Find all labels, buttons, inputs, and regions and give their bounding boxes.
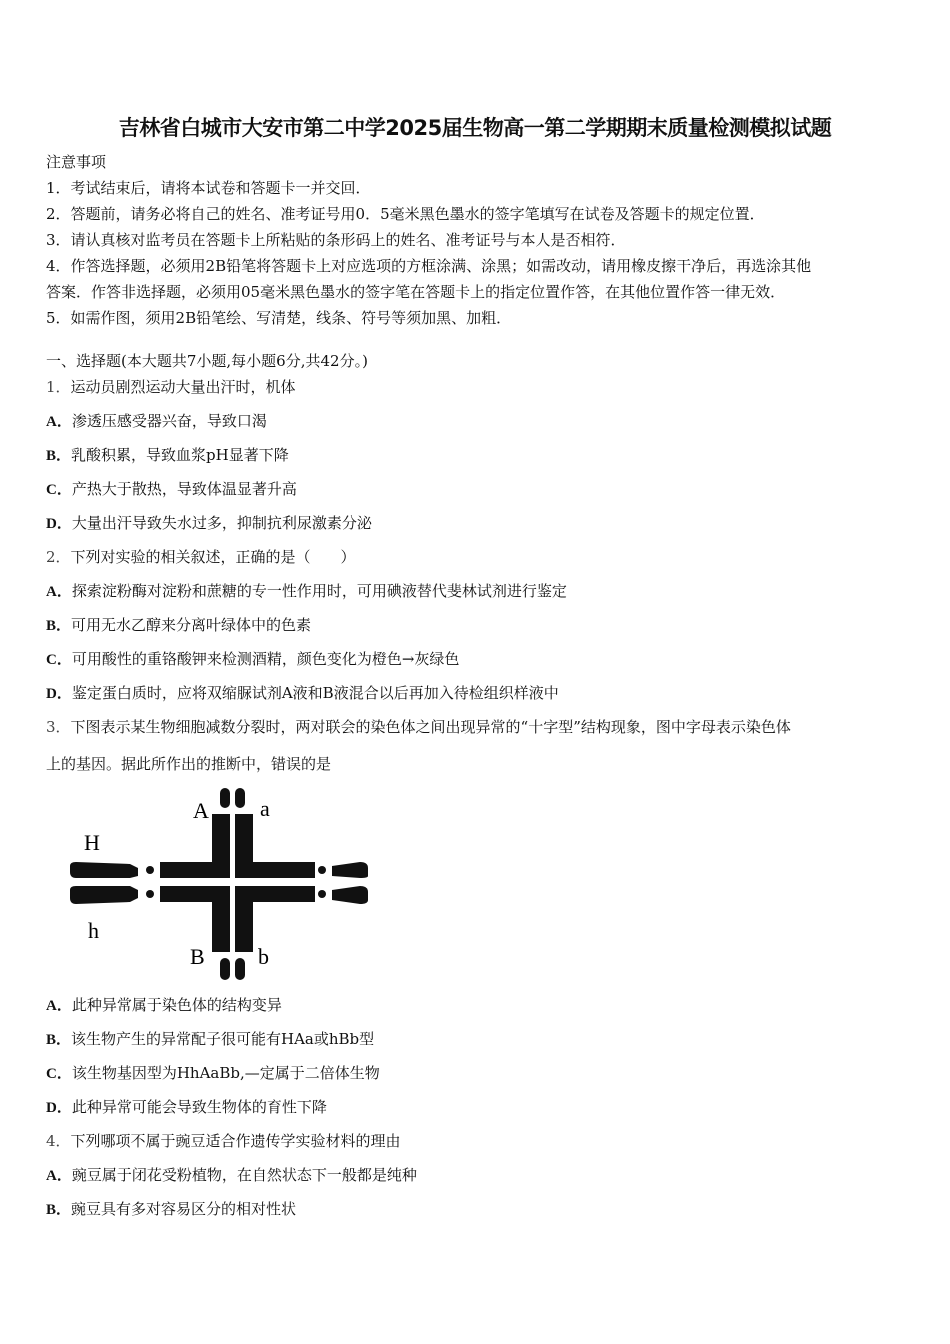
notice-section <box>46 149 906 331</box>
gene-label: H <box>84 830 100 855</box>
notice-item: 4．作答选择题，必须用2B铅笔将答题卡上对应选项的方框涂满、涂黑；如需改动，请用橡皮擦干净后，再选涂其他 <box>46 257 812 275</box>
option-letter: A． <box>46 1168 72 1184</box>
question-text: 下列哪项不属于豌豆适合作遗传学实验材料的理由 <box>70 1132 401 1150</box>
option-letter: B． <box>46 618 72 634</box>
option-text: 豌豆具有多对容易区分的相对性状 <box>71 1200 297 1218</box>
notice-item: 3．请认真核对监考员在答题卡上所粘贴的条形码上的姓名、准考证号与本人是否相符． <box>46 231 626 249</box>
question-number: 1． <box>46 378 71 396</box>
option-1d <box>46 512 372 533</box>
question-2-stem <box>46 546 356 567</box>
option-2b <box>46 614 311 635</box>
notice-item: 5．如需作图，须用2B铅笔绘、写清楚，线条、符号等须加黑、加粗． <box>46 309 512 327</box>
option-2c <box>46 648 459 669</box>
question-text: 下列对实验的相关叙述，正确的是（ ） <box>70 548 356 566</box>
option-letter: B． <box>46 1202 72 1218</box>
gene-label: A <box>193 798 209 823</box>
option-letter: A． <box>46 414 72 430</box>
option-3c <box>46 1062 380 1083</box>
option-letter: B． <box>46 1032 72 1048</box>
option-letter: D． <box>46 686 72 702</box>
notice-item: 1．考试结束后，请将本试卷和答题卡一并交回． <box>46 179 371 197</box>
option-letter: C． <box>46 652 72 668</box>
question-number: 3． <box>46 718 71 736</box>
option-text: 大量出汗导致失水过多，抑制抗利尿激素分泌 <box>71 514 372 532</box>
option-3b <box>46 1028 374 1049</box>
option-text: 渗透压感受器兴奋，导致口渴 <box>71 412 267 430</box>
notice-item: 答案．作答非选择题，必须用05毫米黑色墨水的签字笔在答题卡上的指定位置作答，在其他位置作答一律无效． <box>46 283 786 301</box>
question-4-stem <box>46 1130 401 1151</box>
gene-label: B <box>190 944 205 969</box>
option-letter: C． <box>46 1066 72 1082</box>
question-number: 4． <box>46 1132 71 1150</box>
page-title: 吉林省白城市大安市第二中学2025届生物高一第二学期期末质量检测模拟试题 <box>118 116 832 140</box>
option-3a <box>46 994 282 1015</box>
option-letter: C． <box>46 482 72 498</box>
option-text: 此种异常属于染色体的结构变异 <box>71 996 282 1014</box>
question-1-stem <box>46 376 296 397</box>
question-3-stem <box>46 716 791 737</box>
notice-heading: 注意事项 <box>46 153 107 171</box>
gene-label: b <box>258 944 269 969</box>
gene-label: a <box>260 796 270 821</box>
option-1c <box>46 478 297 499</box>
option-3d <box>46 1096 327 1117</box>
option-text: 该生物基因型为HhAaBb,—定属于二倍体生物 <box>71 1064 380 1082</box>
option-text: 此种异常可能会导致生物体的育性下降 <box>71 1098 327 1116</box>
option-text: 该生物产生的异常配子很可能有HAa或hBb型 <box>71 1030 375 1048</box>
option-2d <box>46 682 559 703</box>
chromosome-cross-figure <box>60 780 380 985</box>
option-text: 豌豆属于闭花受粉植物，在自然状态下一般都是纯种 <box>71 1166 417 1184</box>
question-text: 运动员剧烈运动大量出汗时，机体 <box>70 378 296 396</box>
option-text: 探索淀粉酶对淀粉和蔗糖的专一性作用时，可用碘液替代斐林试剂进行鉴定 <box>71 582 567 600</box>
option-1a <box>46 410 267 431</box>
option-text: 鉴定蛋白质时，应将双缩脲试剂A液和B液混合以后再加入待检组织样液中 <box>71 684 559 702</box>
option-4a <box>46 1164 417 1185</box>
notice-item: 2．答题前，请务必将自己的姓名、准考证号用0．5毫米黑色墨水的签字笔填写在试卷及答题卡的规定位置． <box>46 205 765 223</box>
option-text: 可用酸性的重铬酸钾来检测酒精，颜色变化为橙色→灰绿色 <box>71 650 460 668</box>
option-letter: B． <box>46 448 72 464</box>
option-text: 产热大于散热，导致体温显著升高 <box>71 480 297 498</box>
question-text: 下图表示某生物细胞减数分裂时，两对联会的染色体之间出现异常的“十字型”结构现象，图中字母表示染色体 <box>70 718 791 736</box>
option-2a <box>46 580 567 601</box>
question-number: 2． <box>46 548 71 566</box>
option-4b <box>46 1198 296 1219</box>
option-text: 可用无水乙醇来分离叶绿体中的色素 <box>71 616 312 634</box>
option-letter: A． <box>46 998 72 1014</box>
option-letter: D． <box>46 1100 72 1116</box>
option-letter: A． <box>46 584 72 600</box>
option-letter: D． <box>46 516 72 532</box>
gene-label: h <box>88 918 99 943</box>
option-text: 乳酸积累，导致血浆pH显著下降 <box>71 446 289 464</box>
section-heading: 一、选择题(本大题共7小题,每小题6分,共42分。) <box>46 352 368 370</box>
question-3-stem-continued: 上的基因。据此所作出的推断中，错误的是 <box>46 755 332 773</box>
option-1b <box>46 444 289 465</box>
